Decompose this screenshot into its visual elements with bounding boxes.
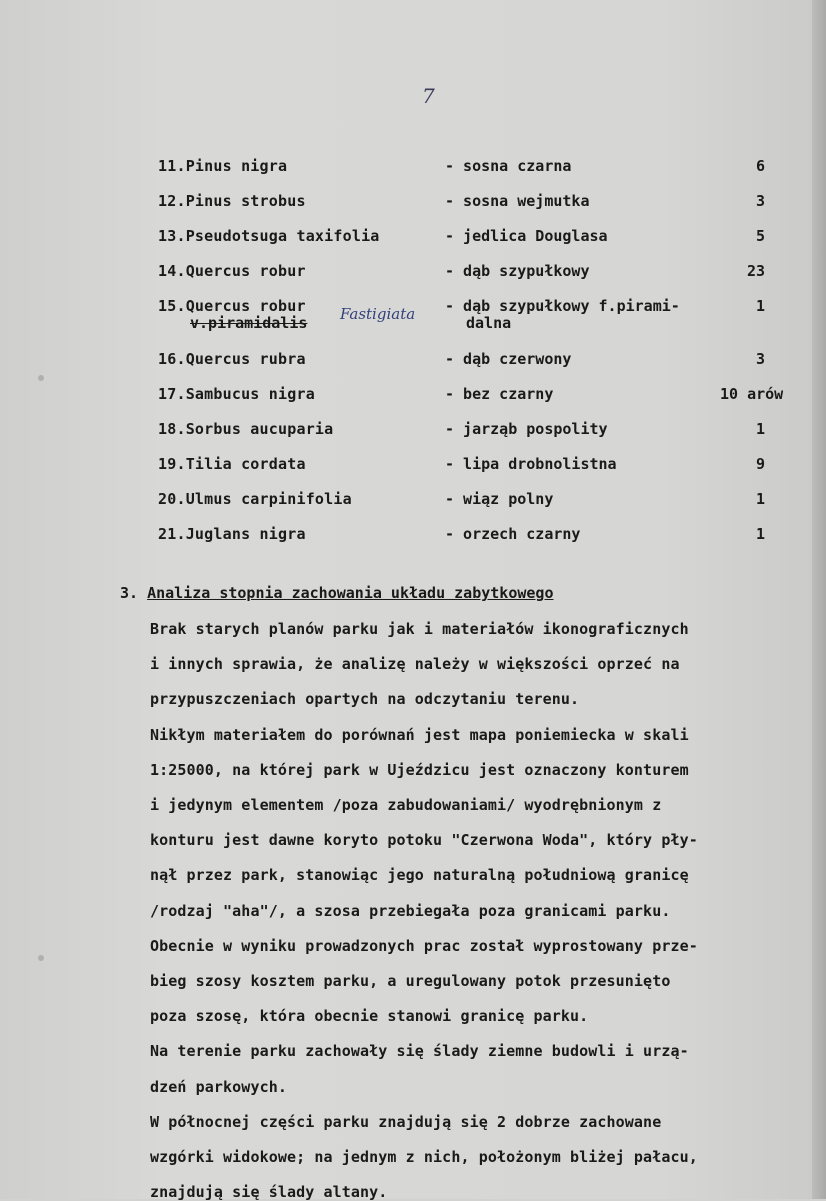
species-common-name: - bez czarny [445,385,554,403]
paragraph-line: i jedynym elementem /poza zabudowaniami/ wyodrębnionym z [150,796,662,814]
paragraph-line: Brak starych planów parku jak i materiałów ikonograficznych [150,620,689,638]
table-row [0,525,826,555]
table-row [0,262,826,292]
species-common-name: - dąb szypułkowy [445,262,590,280]
species-common-name: - lipa drobnolistna [445,455,617,473]
paragraph-line: /rodzaj "aha"/, a szosa przebiegała poza granicami parku. [150,901,671,920]
table-row [0,157,826,187]
species-count: 3 [755,192,765,210]
species-common-name-cont: dalna [466,314,512,332]
species-latin-name: 16.Quercus rubra [158,350,306,368]
species-latin-name: 13.Pseudotsuga taxifolia [158,227,380,245]
species-count: 9 [755,455,765,473]
species-common-name: - wiąz polny [445,490,554,508]
paragraph-line: Na terenie parku zachowały się ślady ziemne budowli i urzą- [150,1042,689,1061]
section-number: 3. [120,584,139,602]
species-count: 1 [755,490,765,508]
paragraph-line: bieg szosy kosztem parku, a uregulowany potok przesunięto [150,972,671,990]
species-latin-name: 12.Pinus strobus [158,192,306,210]
handwritten-annotation: Fastigiata [340,305,416,323]
species-count: 6 [755,157,765,175]
paragraph-line: 1:25000, na której park w Ujeździcu jest oznaczony konturem [150,760,689,779]
paragraph-line: znajdują się ślady altany. [150,1183,388,1201]
table-row [0,490,826,520]
species-common-name: - dąb szypułkowy f.pirami- [445,297,680,315]
punch-hole [38,955,44,961]
paragraph-line: W północnej części parku znajdują się 2 dobrze zachowane [150,1112,662,1131]
paragraph-line: wzgórki widokowe; na jednym z nich, położonym bliżej pałacu, [150,1148,698,1166]
section-title: Analiza stopnia zachowania układu zabytkowego [147,584,554,602]
species-latin-name: 11.Pinus nigra [158,157,288,175]
species-latin-name: 15.Quercus robur [158,297,306,315]
table-row [0,350,826,380]
table-row [0,420,826,450]
paragraph-line: Obecnie w wyniku prowadzonych prac został wyprostowany prze- [150,936,698,955]
species-count: 10 arów [720,385,784,403]
table-row [0,455,826,485]
species-count: 3 [755,350,765,368]
species-count: 1 [755,525,765,543]
paragraph-line: przypuszczeniach opartych na odczytaniu terenu. [150,690,580,709]
species-common-name: - jedlica Douglasa [445,227,608,245]
paragraph-line: dzeń parkowych. [150,1077,287,1096]
species-common-name: - sosna czarna [445,157,572,175]
species-latin-name: 19.Tilia cordata [158,455,306,473]
species-count: 1 [755,420,765,438]
table-row [0,227,826,257]
page-number: 7 [422,84,435,108]
section-heading [120,584,553,602]
species-common-name: - orzech czarny [445,525,581,543]
species-common-name: - jarząb pospolity [445,420,608,438]
species-latin-name: 17.Sambucus nigra [158,385,315,403]
table-row [0,192,826,222]
species-common-name: - sosna wejmutka [445,192,590,210]
paragraph-line: Nikłym materiałem do porównań jest mapa poniemiecka w skali [150,725,689,744]
species-latin-name: 20.Ulmus carpinifolia [158,490,352,508]
paragraph-line: konturu jest dawne koryto potoku "Czerwona Woda", który pły- [150,831,698,850]
paragraph-line: i innych sprawia, że analizę należy w większości oprzeć na [150,655,680,674]
species-latin-name: 14.Quercus robur [158,262,306,280]
species-count: 5 [755,227,765,245]
species-latin-name-cont: v.piramidalis [190,314,308,332]
species-count: 1 [755,297,765,315]
species-latin-name: 21.Juglans nigra [158,525,306,543]
species-latin-name: 18.Sorbus aucuparia [158,420,334,438]
species-count: 23 [746,262,765,280]
table-row [0,385,826,415]
paragraph-line: poza szosę, która obecnie stanowi granicę parku. [150,1007,589,1026]
paragraph-line: nął przez park, stanowiąc jego naturalną południową granicę [150,866,689,885]
species-common-name: - dąb czerwony [445,350,572,368]
